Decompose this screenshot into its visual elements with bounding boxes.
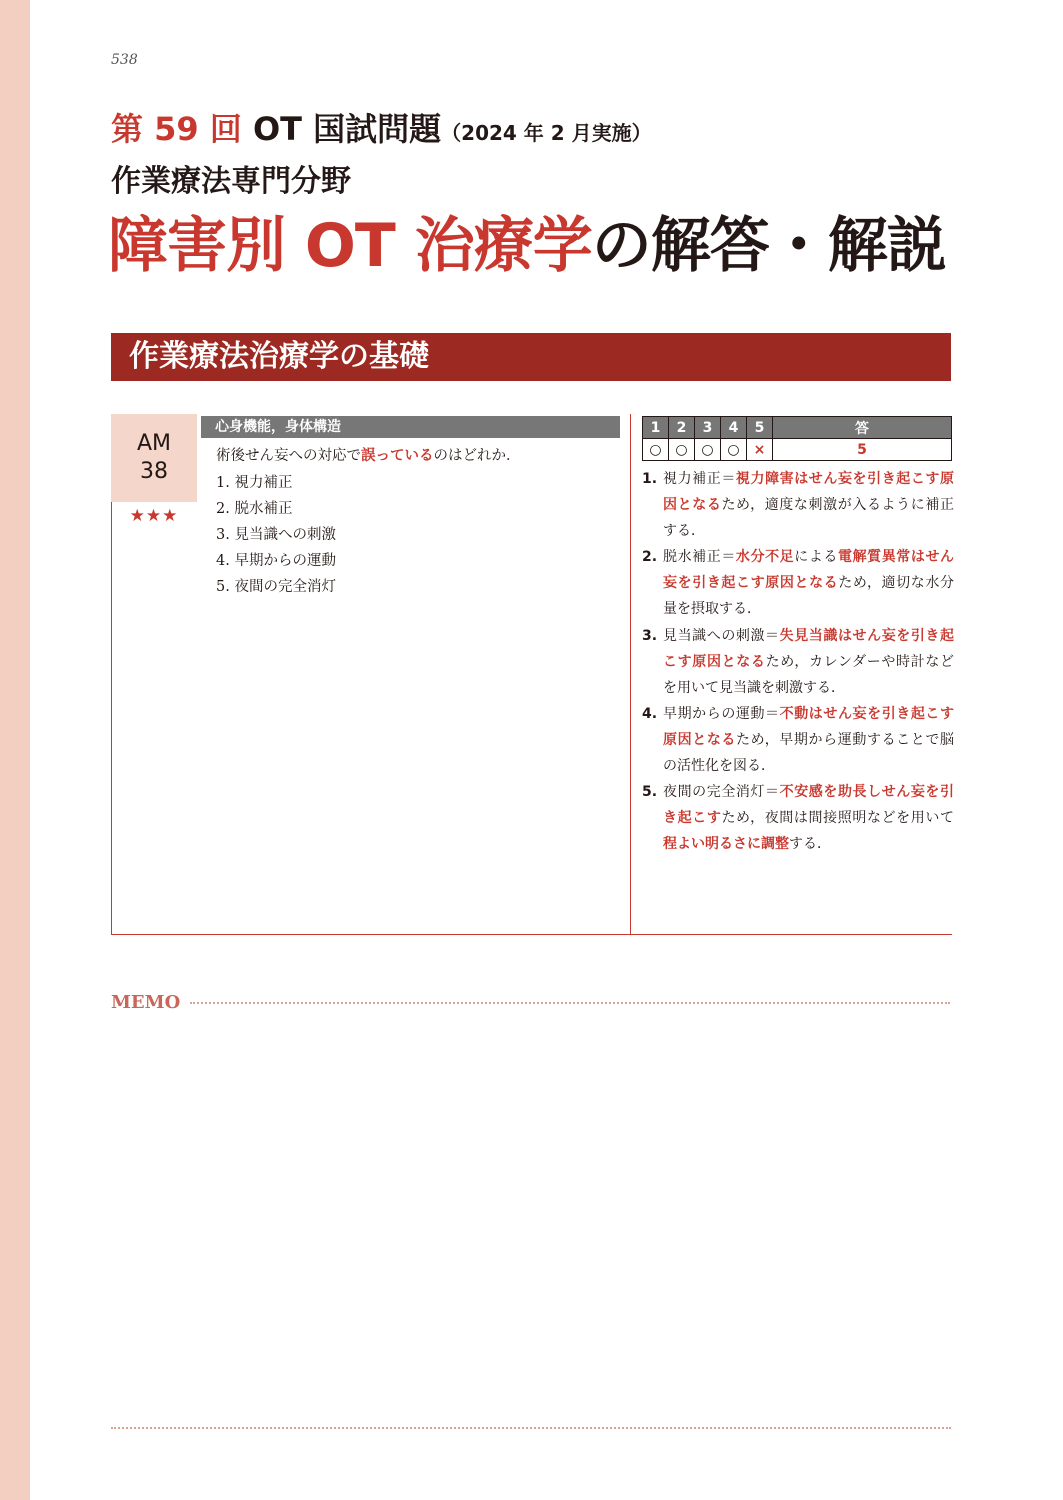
choice-mark: ○ xyxy=(669,439,695,461)
answer-table-header xyxy=(643,417,952,439)
explanation-number: 5. xyxy=(642,784,658,801)
explanation-item xyxy=(642,544,954,622)
question-category: 心身機能，身体構造 xyxy=(201,416,620,438)
explanation-highlight: 水分不足 xyxy=(735,549,795,566)
section-header: 作業療法治療学の基礎 xyxy=(111,333,951,381)
question-block xyxy=(111,414,955,935)
exam-round: 第 59 回 xyxy=(111,110,242,148)
question-text-highlight: 誤っている xyxy=(361,448,434,464)
explanation-number: 4. xyxy=(642,705,658,722)
explanation-highlight: 視力障害はせん妄を引き起こす原因となる xyxy=(663,471,955,514)
explanation-text: 早期からの運動＝ xyxy=(663,705,780,722)
memo-label: MEMO xyxy=(111,992,181,1013)
bottom-dotted-rule xyxy=(111,1427,951,1429)
question-text-before: 術後せん妄への対応で xyxy=(216,448,361,464)
choice-header: 2 xyxy=(669,417,695,439)
explanation-highlight: 不動はせん妄を引き起こす原因となる xyxy=(663,705,955,748)
explanation-highlight: 失見当識はせん妄を引き起こす原因となる xyxy=(663,627,955,670)
question-session: AM xyxy=(136,431,172,456)
explanation-item xyxy=(642,623,954,701)
choice-item: 4. 早期からの運動 xyxy=(216,553,336,569)
question-text xyxy=(216,444,521,465)
explanation-text: ため，夜間は間接照明などを用いて xyxy=(721,810,954,827)
explanation-text: 夜間の完全消灯＝ xyxy=(663,784,780,801)
exam-date: （2024 年 2 月実施） xyxy=(441,121,652,145)
choice-header: 1 xyxy=(643,417,669,439)
question-text-after: のはどれか． xyxy=(433,448,521,464)
question-left-rule xyxy=(111,500,112,935)
choice-item: 3. 見当識への刺激 xyxy=(216,527,336,543)
exam-title xyxy=(111,104,652,150)
choice-header: 5 xyxy=(747,417,773,439)
difficulty-stars: ★★★ xyxy=(129,506,179,526)
explanation-text: する． xyxy=(789,836,831,853)
page-title xyxy=(108,198,946,284)
explanation-text: による xyxy=(794,549,838,566)
answer-table-marks xyxy=(643,439,952,461)
choice-mark: × xyxy=(747,439,773,461)
explanation-text: 視力補正＝ xyxy=(663,471,736,487)
page-title-suffix: の解答・解説 xyxy=(591,211,946,281)
explanation-number: 2. xyxy=(642,549,658,566)
choice-item: 1. 視力補正 xyxy=(216,475,293,491)
choice-mark: ○ xyxy=(695,439,721,461)
explanation-text: 脱水補正＝ xyxy=(663,549,736,566)
memo-dotted-rule xyxy=(190,1002,950,1004)
explanation-text: ため，適度な刺激が入るように補正する． xyxy=(663,497,954,540)
choice-item: 5. 夜間の完全消灯 xyxy=(216,579,336,595)
explanation-item xyxy=(642,779,954,857)
explanation-text: ため，適切な水分量を摂取する． xyxy=(663,575,954,618)
explanation-text: ため，早期から運動することで脳の活性化を図る． xyxy=(663,731,954,775)
explanation-text: 見当識への刺激＝ xyxy=(663,627,780,644)
choice-mark: ○ xyxy=(643,439,669,461)
question-number: 38 xyxy=(140,459,168,484)
explanation-number: 3. xyxy=(642,627,658,644)
choice-item: 2. 脱水補正 xyxy=(216,501,293,517)
page-number: 538 xyxy=(111,52,138,68)
choice-mark: ○ xyxy=(721,439,747,461)
question-id-box xyxy=(111,414,197,502)
answer-header: 答 xyxy=(773,417,952,439)
explanation-highlight: 不安感を助長しせん妄を引き起こす xyxy=(663,784,955,827)
page-title-subject: 障害別 OT 治療学 xyxy=(108,211,592,281)
field-title: 作業療法専門分野 xyxy=(111,164,351,199)
explanation-item xyxy=(642,466,954,544)
question-divider xyxy=(630,414,631,935)
exam-name: OT 国試問題 xyxy=(241,110,442,148)
explanation-item xyxy=(642,701,954,779)
choice-header: 4 xyxy=(721,417,747,439)
answer-table xyxy=(642,416,952,461)
explanation-text: ため，カレンダーや時計などを用いて見当識を刺激する． xyxy=(663,653,954,696)
explanation-highlight: 程よい明るさに調整 xyxy=(663,836,789,853)
side-color-band xyxy=(0,0,30,1500)
explanation-list xyxy=(642,466,954,857)
explanation-number: 1. xyxy=(642,471,658,487)
answer-value: 5 xyxy=(773,439,952,461)
choice-header: 3 xyxy=(695,417,721,439)
explanation-highlight: 電解質異常はせん妄を引き起こす原因となる xyxy=(663,549,955,592)
choice-list xyxy=(216,470,336,600)
